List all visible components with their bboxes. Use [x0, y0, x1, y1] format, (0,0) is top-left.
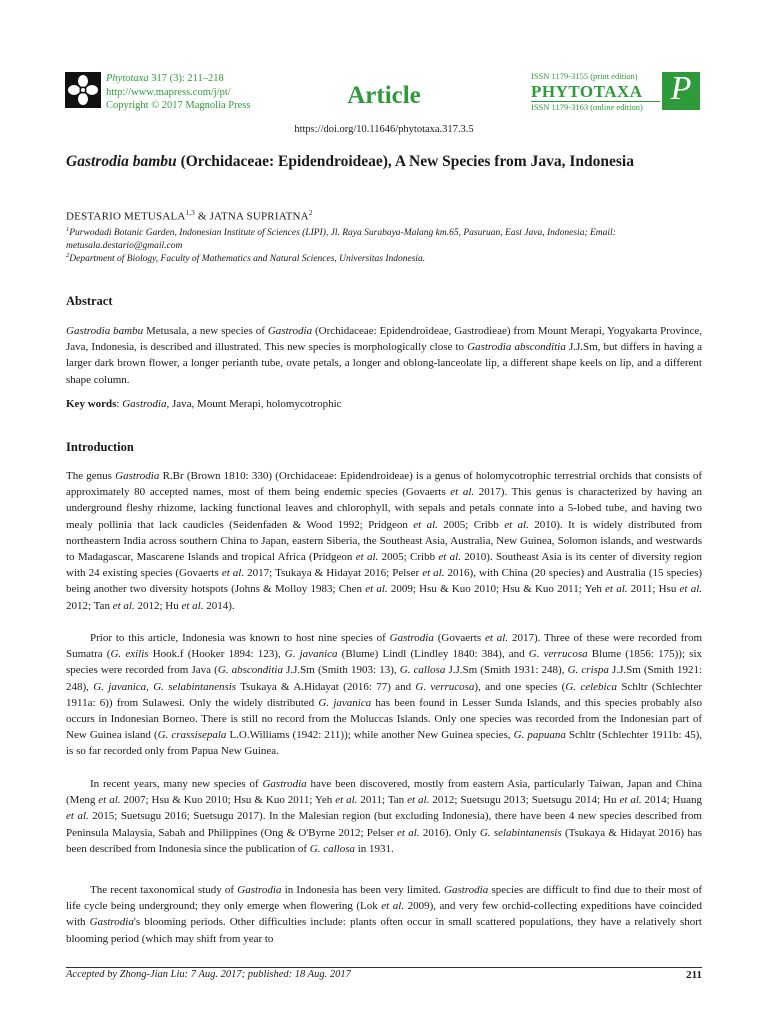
author-1: DESTARIO METUSALA [66, 210, 186, 223]
affiliation-2-number: 2 [66, 252, 70, 259]
keywords-rest: , Java, Mount Merapi, holomycotrophic [166, 398, 342, 410]
intro-paragraph-2: Prior to this article, Indonesia was known to host nine species of Gastrodia (Govaerts et al. 2017). Three of these were recorded from Sumatra (G. exilis Hook.f (Hooker 1894: 123), G. javanica (Blume) Lindl (Lindley 1840: 384), and G. verrucosa Blume (1856: 175)); six species were recorded from Java (G. absconditia J.J.Sm (Smith 1903: 13), G. callosa J.J.Sm (Smith 1931: 248), G. crispa J.J.Sm (Smith 1921: 248), G. javanica, G. selabintanensis Tsukaya & A.Hidayat (2016: 77) and G. verrucosa), and one species (G. celebica Schltr (Schlechter 1911a: 6)) from Sulawesi. Only the widely distributed G. javanica has been found in Lesser Sunda Islands, and this species probably also occurs in Indonesian Borneo. There is still no record from the Moluccas Islands. Only one species was recorded from the Indonesian part of New Guinea island (G. crassisepala L.O.Williams (1942: 211)); while another New Guinea species, G. papuana Schltr (Schlechter 1911b: 45), is so far recorded only from Papua New Guinea. [66, 632, 703, 758]
keyword-genus: Gastrodia [122, 398, 167, 410]
footer-rule [66, 967, 702, 968]
affiliation-1-text: Purwodadi Botanic Garden, Indonesian Institute of Sciences (LIPI), Jl. Raya Surabaya-Malang km.65, Pasuruan, East Java, Indonesia; Email: metusala.destario@gmail.com [66, 228, 616, 252]
article-label: Article [347, 82, 421, 109]
journal-name: Phytotaxa [106, 73, 149, 84]
authors [66, 209, 313, 223]
title-species: Gastrodia bambu [66, 153, 177, 170]
title-rest: (Orchidaceae: Epidendroideae), A New Species from Java, Indonesia [176, 153, 634, 170]
affiliation-1-number: 1 [66, 226, 70, 233]
issn-print: ISSN 1179-3155 (print edition) [531, 71, 638, 81]
issn-online: ISSN 1179-3163 (online edition) [531, 102, 643, 112]
author-2-affil: 2 [308, 209, 313, 217]
doi-link[interactable]: https://doi.org/10.11646/phytotaxa.317.3.5 [294, 124, 474, 135]
author-sep: & [194, 210, 210, 223]
introduction-heading: Introduction [66, 440, 134, 454]
volume-pages: 317 (3): 211–218 [151, 73, 224, 84]
keywords-label: Key words [66, 398, 117, 410]
abstract-body: Gastrodia bambu Metusala, a new species of Gastrodia (Orchidaceae: Epidendroideae, Gastrodieae) from Mount Merapi, Yogyakarta Province, Java, Indonesia, is described and illustrated. This new species is morphologically close to Gastrodia absconditia J.J.Sm, but differs in having a larger dark brown flower, a longer perianth tube, ovate petals, a longer and oblong-lanceolate lip, a different shape keels on lip, and a different shape column. [66, 325, 703, 386]
phytotaxa-logo-letter: P [670, 70, 692, 107]
intro-paragraph-1: The genus Gastrodia R.Br (Brown 1810: 330) (Orchidaceae: Epidendroideae) is a genus of holomycotrophic terrestrial orchids that consists of approximately 80 accepted names, most of them being endemic species (Govaerts et al. 2017). This genus is characterized by having an underground fleshy rhizome, lacking functional leaves and chlorophyll, with sepals and petals connate into a 5-lobed tube, and having two mealy pollinia that lack caudicles (Seidenfaden & Wood 1992; Pridgeon et al. 2005; Cribb et al. 2010). It is widely distributed from northeastern India across southern China to Japan, eastern Siberia, the Southeast Asia, Australia, New Guinea, Solomon islands, and westwards to Madagascar, Mascarene Islands and tropical Africa (Pridgeon et al. 2005; Cribb et al. 2010). Southeast Asia is its center of diversity region with 24 existing species (Govaerts et al. 2017; Tsukaya & Hidayat 2016; Pelser et al. 2016), with China (20 species) and Australia (15 species) being another two diversity hotspots (Johns & Molloy 1983; Chen et al. 2009; Hsu & Kuo 2010; Hsu & Kuo 2011; Yeh et al. 2011; Hsu et al. 2012; Tan et al. 2012; Hu et al. 2014). [66, 470, 703, 612]
accepted-published-line: Accepted by Zhong-Jian Liu: 7 Aug. 2017; published: 18 Aug. 2017 [66, 969, 351, 980]
phytotaxa-logo [662, 72, 700, 110]
page-number: 211 [686, 969, 702, 981]
affiliation-2-text: Department of Biology, Faculty of Mathematics and Natural Sciences, Universitas Indonesia. [69, 254, 426, 265]
keywords: Key words: Gastrodia, Java, Mount Merapi, holomycotrophic [66, 398, 342, 410]
journal-url[interactable]: http://www.mapress.com/j/pt/ [106, 87, 231, 98]
paper-title [66, 152, 706, 172]
author-1-affil: 1,3 [185, 209, 195, 217]
intro-paragraph-4: The recent taxonomical study of Gastrodia in Indonesia has been very limited. Gastrodia species are difficult to find due to their most of life cycle being underground; they only emerge when flowering (Lok et al. 2009), and very few orchid-collecting expeditions have coincided with Gastrodia's blooming periods. Other difficulties include: plants often occur in small scattered populations, they have a relatively short blooming period (which may shift from year to [66, 884, 702, 945]
affiliation-2 [66, 249, 706, 266]
intro-paragraph-3: In recent years, many new species of Gastrodia have been discovered, mostly from eastern Asia, particularly Taiwan, Japan and China (Meng et al. 2007; Hsu & Kuo 2010; Hsu & Kuo 2011; Yeh et al. 2011; Tan et al. 2012; Suetsugu 2013; Suetsugu 2014; Hu et al. 2014; Huang et al. 2015; Suetsugu 2016; Suetsugu 2017). In the Malesian region (but excluding Indonesia), there have been 4 new species described from Peninsula Malaysia, Sabah and Philippines (Ong & O'Byrne 2012; Pelser et al. 2016). Only G. selabintanensis (Tsukaya & Hidayat 2016) has been described from Indonesia since the publication of G. callosa in 1931. [66, 778, 702, 855]
phytotaxa-brand: PHYTOTAXA [531, 82, 643, 101]
copyright: Copyright © 2017 Magnolia Press [106, 100, 251, 111]
author-2: JATNA SUPRIATNA [209, 210, 309, 223]
abstract-heading: Abstract [66, 294, 113, 308]
